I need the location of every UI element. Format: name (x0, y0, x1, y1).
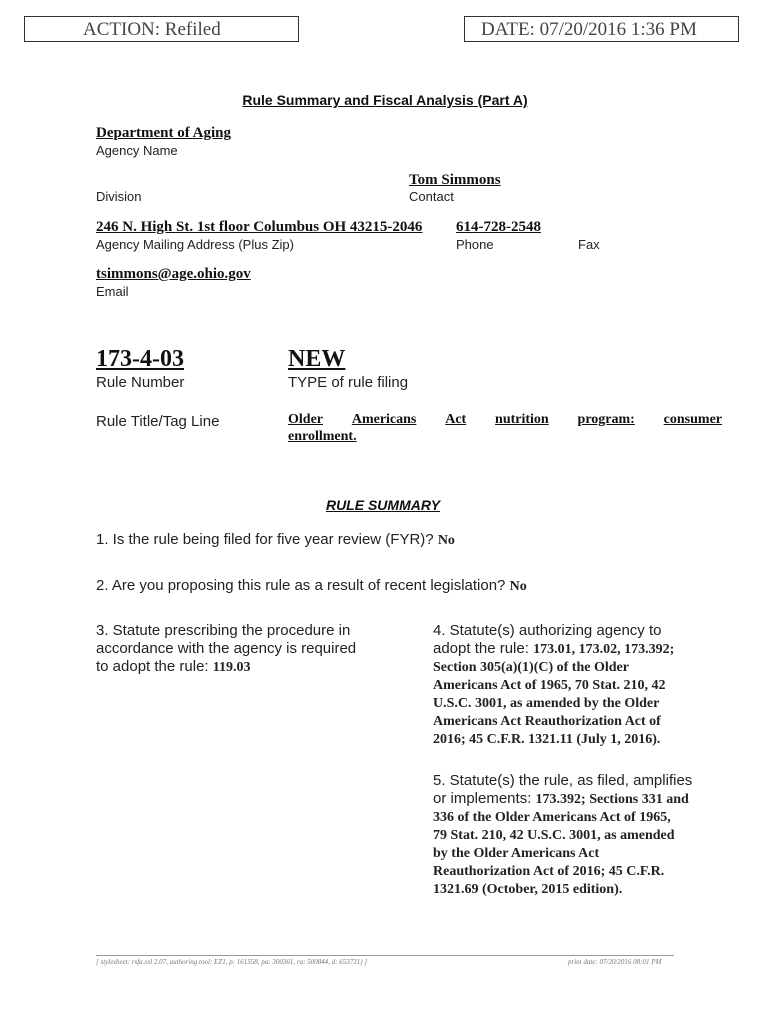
rule-title-word: Act (445, 412, 467, 427)
contact-value: Tom Simmons (409, 172, 501, 188)
question-3-answer: 119.03 (212, 660, 251, 675)
question-3-text: to adopt the rule: (96, 658, 209, 675)
rule-number-value: 173-4-03 (96, 346, 184, 372)
fax-label: Fax (578, 237, 600, 252)
phone-value: 614-728-2548 (456, 219, 541, 235)
address-value: 246 N. High St. 1st floor Columbus OH 43215-2046 (96, 219, 423, 235)
question-3-line: accordance with the agency is required (96, 640, 357, 657)
date-box (464, 16, 739, 42)
question-3-line: 3. Statute prescribing the procedure in (96, 622, 351, 639)
question-2 (96, 577, 527, 595)
agency-name-value: Department of Aging (96, 125, 231, 141)
contact-label: Contact (409, 189, 454, 204)
rule-title-word: consumer (663, 412, 722, 427)
rule-title-line2: enrollment. (288, 429, 357, 444)
question-5-answer-line: 1321.69 (October, 2015 edition). (433, 882, 623, 897)
question-2-answer: No (509, 579, 527, 594)
question-5-answer-line: 336 of the Older Americans Act of 1965, (433, 810, 671, 825)
question-1-text: 1. Is the rule being filed for five year review (FYR)? (96, 531, 434, 548)
question-4-answer-line: Americans Act Reauthorization Act of (433, 714, 661, 729)
question-5-answer-line: Reauthorization Act of 2016; 45 C.F.R. (433, 864, 665, 879)
action-box (24, 16, 299, 42)
date-text: DATE: 07/20/2016 1:36 PM (481, 19, 697, 40)
footer-left-text: [ stylesheet: rsfa.xsl 2.07, authoring tool: EZ1, p: 161558, pa: 300361, ra: 500844, d: 653731) ] (96, 958, 368, 966)
footer-divider (96, 955, 674, 956)
rule-title-word: nutrition (495, 412, 549, 427)
question-5-answer: 173.392; Sections 331 and (535, 792, 689, 807)
question-5-answer-line: by the Older Americans Act (433, 846, 600, 861)
question-4-answer-line: Americans Act of 1965, 70 Stat. 210, 42 (433, 678, 666, 693)
question-5-answer-line: 79 Stat. 210, 42 U.S.C. 3001, as amended (433, 828, 675, 843)
question-4-answer: 173.01, 173.02, 173.392; (533, 642, 675, 657)
division-label: Division (96, 189, 142, 204)
rule-number-label: Rule Number (96, 374, 185, 391)
address-label: Agency Mailing Address (Plus Zip) (96, 237, 294, 252)
agency-name-label: Agency Name (96, 143, 178, 158)
question-2-text: 2. Are you proposing this rule as a result of recent legislation? (96, 577, 506, 594)
footer-print-date: print date: 07/20/2016 08:01 PM (568, 958, 662, 966)
rule-type-label: TYPE of rule filing (288, 374, 409, 391)
page-title: Rule Summary and Fiscal Analysis (Part A) (242, 92, 528, 108)
rule-title-line1 (288, 412, 722, 428)
question-4-answer-line: Section 305(a)(1)(C) of the Older (433, 660, 629, 675)
question-4-answer-line: U.S.C. 3001, as amended by the Older (433, 696, 660, 711)
question-5-line (433, 790, 753, 809)
question-3 (96, 622, 416, 677)
rule-title-word: program: (577, 412, 635, 427)
email-value: tsimmons@age.ohio.gov (96, 266, 251, 282)
rule-title-label: Rule Title/Tag Line (96, 413, 220, 430)
question-4-text: adopt the rule: (433, 640, 529, 657)
question-4-line: 4. Statute(s) authorizing agency to (433, 622, 662, 639)
action-text: ACTION: Refiled (83, 19, 221, 40)
rule-title-word: Older (288, 412, 323, 427)
question-5-line: 5. Statute(s) the rule, as filed, amplifies (433, 772, 693, 789)
question-4 (433, 622, 753, 749)
phone-label: Phone (456, 237, 494, 252)
question-1 (96, 531, 455, 549)
email-label: Email (96, 284, 129, 299)
rule-summary-heading: RULE SUMMARY (325, 497, 441, 513)
rule-title-word: Americans (351, 412, 417, 427)
rule-type-value: NEW (288, 346, 346, 372)
question-4-answer-line: 2016; 45 C.F.R. 1321.11 (July 1, 2016). (433, 732, 661, 747)
question-4-line (433, 640, 753, 659)
question-3-line (96, 658, 416, 677)
question-5 (433, 772, 753, 899)
question-5-text: or implements: (433, 790, 532, 807)
question-1-answer: No (437, 533, 455, 548)
